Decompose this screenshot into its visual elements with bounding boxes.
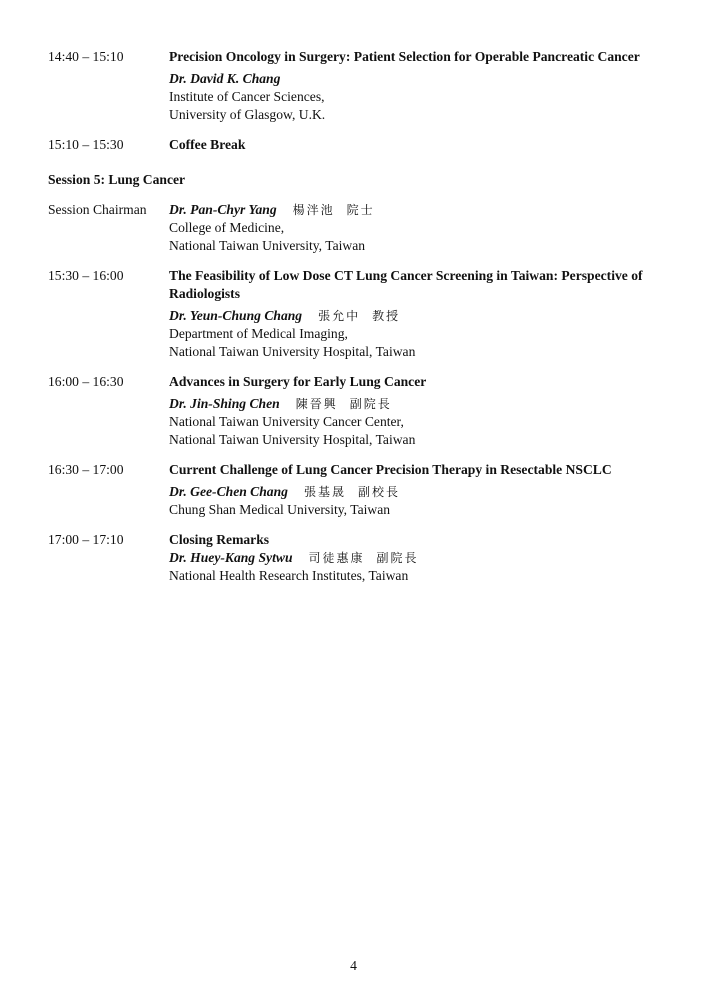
speaker-name: Dr. David K. Chang (169, 71, 281, 86)
affiliation-line: National Taiwan University Hospital, Taiwan (169, 432, 416, 447)
schedule-entry (48, 461, 660, 519)
talk-title: Advances in Surgery for Early Lung Cancer (169, 374, 427, 389)
talk-title: The Feasibility of Low Dose CT Lung Cancer Screening in Taiwan: Perspective of Radiologists (169, 268, 643, 301)
affiliation-line: Institute of Cancer Sciences, (169, 89, 325, 104)
speaker-line (169, 307, 660, 325)
entry-content (169, 461, 660, 519)
session-chairman (48, 201, 660, 255)
chairman-name-line (169, 201, 660, 219)
talk-title: Current Challenge of Lung Cancer Precision Therapy in Resectable NSCLC (169, 462, 612, 477)
affiliation-line: National Taiwan University Hospital, Taiwan (169, 344, 416, 359)
speaker-line (169, 395, 660, 413)
break-title: Coffee Break (169, 137, 246, 152)
entry-content (169, 373, 660, 449)
entry-content (169, 531, 660, 585)
talk-title: Precision Oncology in Surgery: Patient Selection for Operable Pancreatic Cancer (169, 49, 640, 64)
page-number: 4 (350, 958, 357, 973)
entry-content (169, 136, 660, 154)
entry-time: 16:30 – 17:00 (48, 462, 124, 477)
speaker-name-cjk: 司徒惠康 (308, 551, 365, 565)
program-page (48, 48, 660, 597)
speaker-line (169, 549, 660, 567)
speaker-name: Dr. Jin-Shing Chen (169, 396, 280, 411)
schedule-entry (48, 373, 660, 449)
entry-time: 14:40 – 15:10 (48, 49, 124, 64)
speaker-title-cjk: 副院長 (376, 551, 419, 565)
talk-title: Closing Remarks (169, 532, 270, 547)
speaker-name: Dr. Huey-Kang Sytwu (169, 550, 293, 565)
entry-time: 15:30 – 16:00 (48, 268, 124, 283)
schedule-entry (48, 136, 660, 154)
speaker-name-cjk: 張基晟 (303, 485, 346, 499)
schedule-entry (48, 531, 660, 585)
speaker-line (169, 483, 660, 501)
entry-time: 16:00 – 16:30 (48, 374, 124, 389)
speaker-name-cjk: 陳晉興 (295, 397, 338, 411)
chairman-label: Session Chairman (48, 202, 147, 217)
chairman-title-cjk: 院士 (346, 203, 375, 217)
speaker-title-cjk: 副校長 (357, 485, 400, 499)
affiliation-line: National Taiwan University Cancer Center, (169, 414, 404, 429)
schedule-entry (48, 267, 660, 361)
chairman-name: Dr. Pan-Chyr Yang (169, 202, 277, 217)
speaker-title-cjk: 教授 (372, 309, 401, 323)
affiliation-line: Department of Medical Imaging, (169, 326, 348, 341)
entry-content (169, 48, 660, 124)
entry-content (169, 267, 660, 361)
entry-time: 17:00 – 17:10 (48, 532, 124, 547)
chairman-name-cjk: 楊泮池 (292, 203, 335, 217)
affiliation-line: Chung Shan Medical University, Taiwan (169, 502, 391, 517)
speaker-name: Dr. Yeun-Chung Chang (169, 308, 303, 323)
chairman-content (169, 201, 660, 255)
affiliation-line: College of Medicine, (169, 220, 285, 235)
affiliation-line: National Health Research Institutes, Taiwan (169, 568, 409, 583)
schedule-entry (48, 48, 660, 124)
session-heading: Session 5: Lung Cancer (48, 172, 186, 187)
affiliation-line: National Taiwan University, Taiwan (169, 238, 366, 253)
speaker-name: Dr. Gee-Chen Chang (169, 484, 288, 499)
affiliation-line: University of Glasgow, U.K. (169, 107, 326, 122)
entry-time: 15:10 – 15:30 (48, 137, 124, 152)
speaker-title-cjk: 副院長 (349, 397, 392, 411)
speaker-name-cjk: 張允中 (318, 309, 361, 323)
